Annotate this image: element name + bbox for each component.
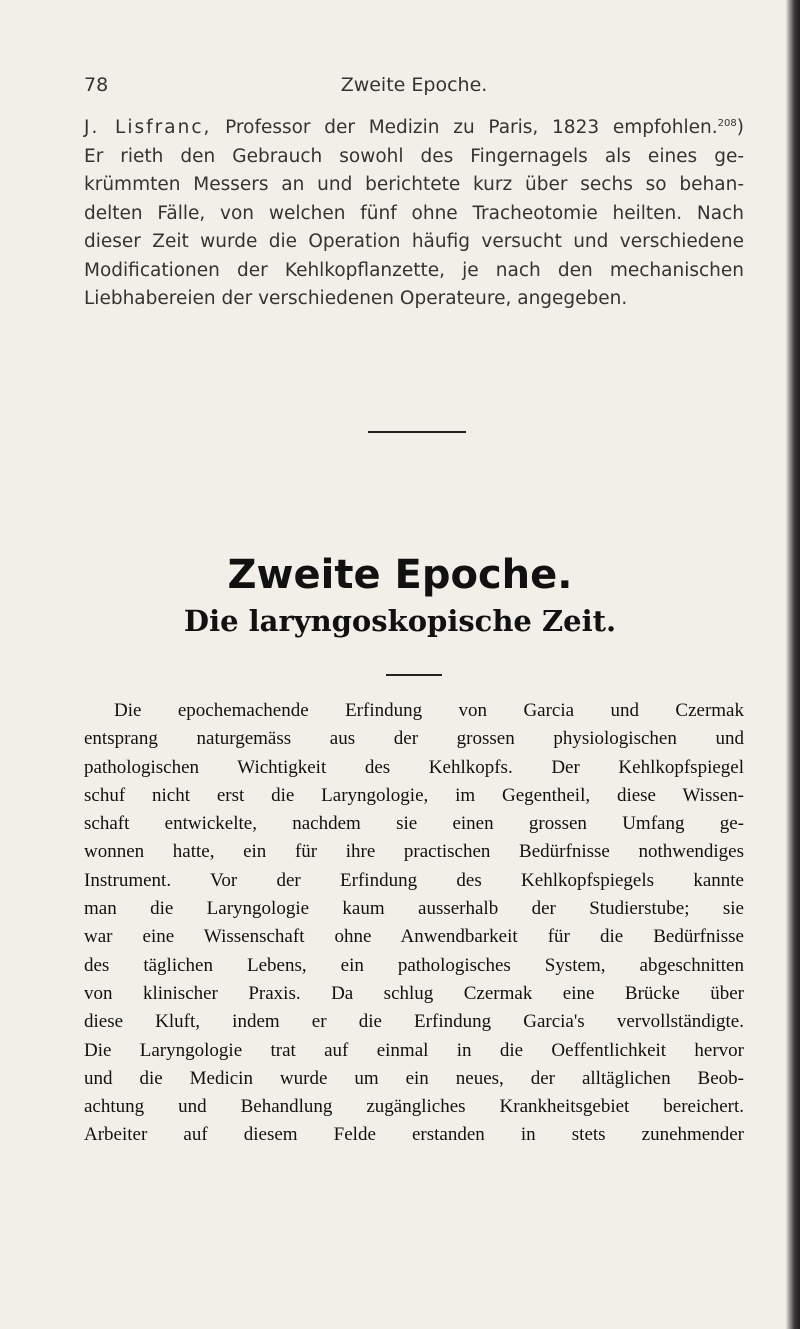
main-line: man die Laryngologie kaum ausserhalb der Studierstube; sie bbox=[84, 898, 744, 920]
main-line: pathologischen Wichtigkeit des Kehlkopfs. Der Kehlkopfspiegel bbox=[84, 756, 744, 778]
section-subtitle: Die laryngoskopische Zeit. bbox=[183, 604, 617, 638]
main-line: schaft entwickelte, nachdem sie einen grossen Umfang ge- bbox=[84, 813, 744, 835]
intro-paragraph bbox=[84, 114, 744, 314]
main-line: Instrument. Vor der Erfindung des Kehlkopfspiegels kannte bbox=[84, 869, 744, 891]
intro-line: Modificationen der Kehlkopflanzette, je nach den mechanischen bbox=[84, 259, 744, 281]
page-number: 78 bbox=[84, 74, 109, 96]
section-divider bbox=[368, 431, 466, 433]
subtitle-divider bbox=[386, 674, 442, 676]
main-line: war eine Wissenschaft ohne Anwendbarkeit für die Bedürfnisse bbox=[84, 926, 744, 948]
main-line: Die Laryngologie trat auf einmal in die Oeffentlichkeit hervor bbox=[84, 1039, 744, 1061]
main-line: entsprang naturgemäss aus der grossen physiologischen und bbox=[84, 728, 744, 750]
main-line: diese Kluft, indem er die Erfindung Garcia's vervollständigte. bbox=[84, 1011, 744, 1033]
main-line: wonnen hatte, ein für ihre practischen Bedürfnisse nothwendiges bbox=[84, 841, 744, 863]
intro-line: delten Fälle, von welchen fünf ohne Tracheotomie heilten. Nach bbox=[84, 202, 744, 224]
footnote-ref: 208 bbox=[717, 117, 737, 129]
intro-line: dieser Zeit wurde die Operation häufig versucht und verschiedene bbox=[84, 231, 744, 252]
intro-line: Er rieth den Gebrauch sowohl des Fingernagels als eines ge- bbox=[84, 145, 744, 167]
main-line: achtung und Behandlung zugängliches Krankheitsgebiet bereichert. bbox=[84, 1096, 744, 1118]
page-edge-shadow bbox=[786, 0, 800, 1329]
main-line: des täglichen Lebens, ein pathologisches System, abgeschnitten bbox=[84, 954, 744, 976]
main-paragraph bbox=[84, 697, 744, 1150]
author-name: J. Lisfranc, bbox=[84, 117, 212, 138]
section-title: Zweite Epoche. bbox=[227, 552, 573, 598]
page-header bbox=[84, 74, 744, 104]
intro-line: Liebhabereien der verschiedenen Operateure, angegeben. bbox=[84, 288, 628, 309]
intro-line: J. Lisfranc, Professor der Medizin zu Paris, 1823 empfohlen.$^{208}$) bbox=[84, 117, 744, 138]
main-line: Arbeiter auf diesem Felde erstanden in stets zunehmender bbox=[84, 1124, 744, 1146]
running-head: Zweite Epoche. bbox=[340, 74, 488, 96]
main-line: schuf nicht erst die Laryngologie, im Gegentheil, diese Wissen- bbox=[84, 784, 744, 806]
main-line: Die epochemachende Erfindung von Garcia und Czermak bbox=[114, 700, 744, 721]
main-line: von klinischer Praxis. Da schlug Czermak eine Brücke über bbox=[84, 982, 744, 1004]
main-line: und die Medicin wurde um ein neues, der alltäglichen Beob- bbox=[84, 1067, 744, 1089]
intro-line: krümmten Messers an und berichtete kurz über sechs so behan- bbox=[84, 174, 744, 195]
